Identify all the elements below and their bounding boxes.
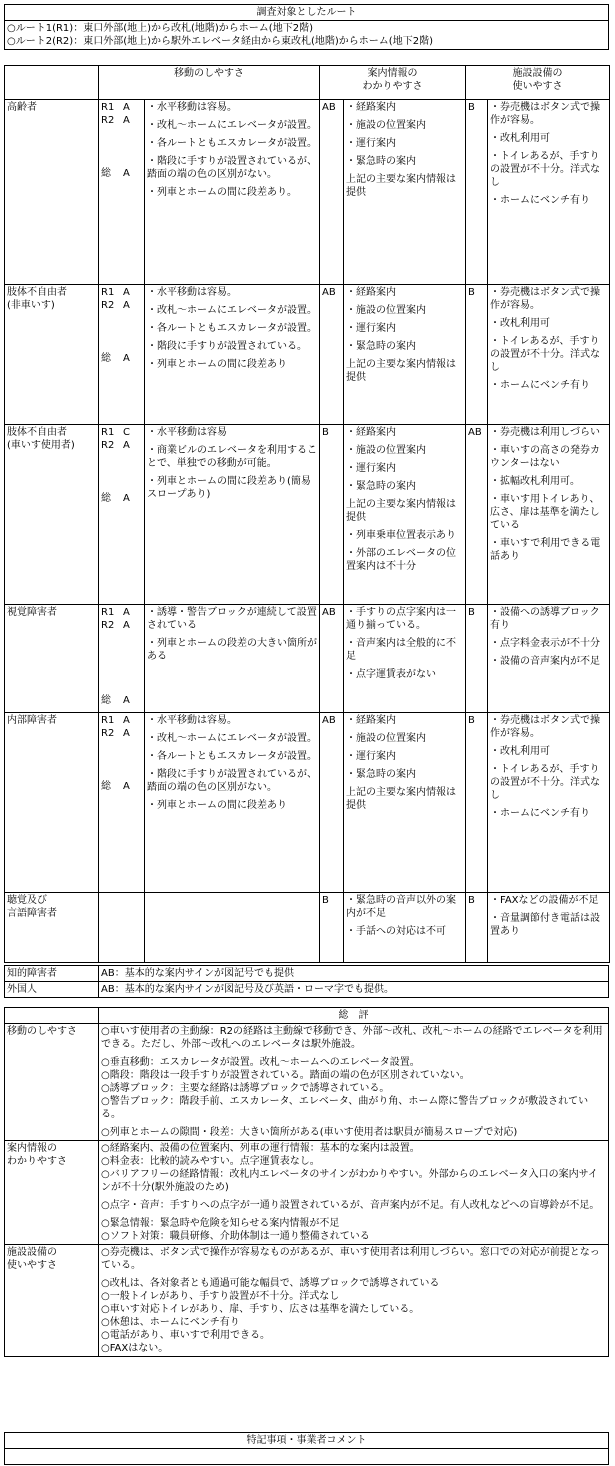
- mobility-notes: [145, 285, 320, 425]
- info-item: ・緊急時の案内: [346, 156, 416, 167]
- facility-notes: [488, 100, 610, 285]
- rating-route: R1: [101, 607, 115, 618]
- target-name: 聴覚及び: [7, 895, 47, 906]
- facility-item: ・設備の音声案内が不足: [490, 656, 600, 667]
- target-name: 視覚障害者: [7, 607, 57, 618]
- facility-item: ・トイレあるが、手すりの設置が不十分。洋式なし: [490, 764, 600, 801]
- info-grade: AB: [320, 100, 344, 285]
- route-2: ○ルート2(R2)：東口外部(地上)から駅外エレベータ経由から東改札(地階)からホーム(地下2階): [7, 36, 433, 47]
- mobility-notes: [145, 425, 320, 605]
- target-category: [5, 713, 99, 893]
- rating-route: R1: [101, 715, 115, 726]
- evaluation-item: ○料金表：比較的読みやすい。点字運賃表なし。: [101, 1156, 320, 1167]
- rating-grade: A: [123, 102, 130, 113]
- evaluation-label-line: 案内情報の: [7, 1143, 57, 1154]
- info-item: ・緊急時の音声以外の案内が不足: [346, 895, 456, 919]
- mobility-item: ・商業ビルのエレベータを利用することで、単独での移動が可能。: [147, 445, 317, 469]
- info-item: 上記の主要な案内情報は提供: [346, 174, 456, 198]
- facility-notes: [488, 605, 610, 713]
- rating-grade: A: [123, 115, 130, 126]
- mobility-item: ・水平移動は容易: [147, 427, 227, 438]
- rating-route: 総: [101, 353, 111, 364]
- info-item: ・外部のエレベータの位置案内は不十分: [346, 548, 456, 572]
- facility-item: ・券売機はボタン式で操作が容易。: [490, 715, 600, 739]
- facility-item: ・トイレあるが、手すりの設置が不十分。洋式なし: [490, 336, 600, 373]
- evaluation-item: ○一般トイレがあり、手すり設置が不十分。洋式なし: [101, 1291, 340, 1302]
- mobility-item: ・列車とホームの間に段差あり(簡易スロープあり): [147, 476, 311, 500]
- col-mobility: 移動のしやすさ: [99, 66, 320, 100]
- rating-line: [101, 727, 142, 740]
- facility-item: ・車いす用トイレあり、広さ、扉は基準を満たしている: [490, 494, 600, 531]
- info-item: ・経路案内: [346, 287, 396, 298]
- rating-route: 総: [101, 781, 111, 792]
- mobility-item: ・改札～ホームにエレベータが設置。: [147, 120, 317, 131]
- route-ratings: [99, 100, 145, 285]
- rating-route: 総: [101, 168, 111, 179]
- target-category: [5, 893, 99, 963]
- evaluation-item: ○車いす対応トイレがあり、扉、手すり、広さは基準を満たしている。: [101, 1304, 420, 1315]
- info-item: ・運行案内: [346, 138, 396, 149]
- extra-target-text: AB：基本的な案内サインが図記号でも提供: [99, 966, 609, 982]
- notes-title: 特記事項・事業者コメント: [5, 1433, 609, 1449]
- target-category: [5, 425, 99, 605]
- info-item: ・手話への対応は不可: [346, 926, 446, 937]
- facility-item: ・点字料金表示が不十分: [490, 638, 600, 649]
- info-notes: [344, 100, 466, 285]
- evaluation-items: [99, 1141, 609, 1245]
- mobility-notes: [145, 713, 320, 893]
- facility-item: ・ホームにベンチ有り: [490, 380, 590, 391]
- info-item: ・施設の位置案内: [346, 733, 426, 744]
- info-item: 上記の主要な案内情報は提供: [346, 499, 456, 523]
- mobility-item: ・階段に手すりが設置されているが、踏面の端の色の区別がない。: [147, 156, 317, 180]
- rating-route: R2: [101, 115, 115, 126]
- target-name: 肢体不自由者: [7, 287, 67, 298]
- rating-line: [101, 299, 142, 312]
- rating-route: R2: [101, 440, 115, 451]
- evaluation-item: ○券売機は、ボタン式で操作が容易なものがあるが、車いす使用者は利用しづらい。窓口での対応が前提となっている。: [101, 1247, 600, 1271]
- evaluation-item: ○点字・音声：手すりへの点字が一通り設置されているが、音声案内が不足。有人改札などへの盲導鈴が不足。: [101, 1200, 600, 1211]
- evaluation-item: ○改札は、各対象者とも通過可能な幅員で、誘導ブロックで誘導されている: [101, 1278, 440, 1289]
- facility-notes: [488, 425, 610, 605]
- assessment-row: [5, 425, 610, 605]
- facility-item: ・車いすの高さの発券カウンターはない: [490, 445, 600, 469]
- evaluation-item: ○垂直移動：エスカレータが設置。改札～ホームへのエレベータ設置。: [101, 1057, 420, 1068]
- facility-item: ・車いすで利用できる電話あり: [490, 538, 601, 562]
- info-item: ・手すりの点字案内は一通り揃っている。: [346, 607, 456, 631]
- evaluation-item: ○休憩は、ホームにベンチ有り: [101, 1317, 240, 1328]
- facility-item: ・ホームにベンチ有り: [490, 808, 590, 819]
- evaluation-item: ○誘導ブロック：主要な経路は誘導ブロックで誘導されている。: [101, 1083, 390, 1094]
- evaluation-label-line: 使いやすさ: [7, 1260, 57, 1271]
- facility-item: ・拡幅改札利用可。: [490, 476, 580, 487]
- evaluation-section: [5, 1024, 609, 1141]
- info-item: ・施設の位置案内: [346, 305, 426, 316]
- evaluation-section: [5, 1141, 609, 1245]
- info-item: ・音声案内は全般的に不足: [346, 638, 456, 662]
- assessment-row: [5, 285, 610, 425]
- facility-item: ・券売機はボタン式で操作が容易。: [490, 287, 600, 311]
- evaluation-section: [5, 1245, 609, 1357]
- extra-target-row: [5, 982, 609, 998]
- info-item: ・施設の位置案内: [346, 445, 426, 456]
- evaluation-item: ○列車とホームの隙間・段差：大きい箇所がある(車いす使用者は駅員が簡易スロープで対応): [101, 1127, 518, 1138]
- target-name: 高齢者: [7, 102, 37, 113]
- target-subname: 言語障害者: [7, 908, 57, 919]
- facility-item: ・FAXなどの設備が不足: [490, 895, 599, 906]
- evaluation-item: ○ソフト対策：職員研修、介助体制は一通り整備されている: [101, 1231, 370, 1242]
- info-notes: [344, 285, 466, 425]
- route-ratings: [99, 425, 145, 605]
- extra-target-row: [5, 966, 609, 982]
- rating-grade: A: [123, 353, 130, 364]
- target-category: [5, 100, 99, 285]
- target-subname: (非車いす): [7, 300, 55, 311]
- mobility-item: ・各ルートともエスカレータが設置。: [147, 751, 317, 762]
- notes-body: [5, 1449, 609, 1465]
- info-grade: B: [320, 425, 344, 605]
- info-item: ・運行案内: [346, 463, 396, 474]
- routes-table: [4, 4, 609, 50]
- evaluation-label: [5, 1141, 99, 1245]
- facility-item: ・券売機は利用しづらい: [490, 427, 600, 438]
- mobility-item: ・列車とホームの間に段差あり。: [147, 187, 297, 198]
- target-subname: (車いす使用者): [7, 440, 75, 451]
- rating-grade: A: [123, 695, 130, 706]
- facility-item: ・トイレあるが、手すりの設置が不十分。洋式なし: [490, 151, 600, 188]
- rating-grade: A: [123, 440, 130, 451]
- route-ratings: [99, 605, 145, 713]
- facility-item: ・ホームにベンチ有り: [490, 195, 590, 206]
- rating-grade: A: [123, 728, 130, 739]
- evaluation-item: ○FAXはない。: [101, 1343, 169, 1354]
- rating-grade: A: [123, 620, 130, 631]
- rating-line: [101, 352, 142, 365]
- rating-grade: A: [123, 287, 130, 298]
- rating-grade: C: [123, 427, 130, 438]
- evaluation-item: ○バリアフリーの経路情報：改札内エレベータのサインがわかりやすい。外部からのエレベータ入口の案内サインが不十分(駅外施設のため): [101, 1169, 598, 1193]
- info-notes: [344, 605, 466, 713]
- evaluation-label-line: わかりやすさ: [7, 1156, 67, 1167]
- info-item: ・列車乗車位置表示あり: [346, 530, 456, 541]
- extra-targets-table: [4, 965, 609, 998]
- rating-route: R2: [101, 728, 115, 739]
- route-ratings: [99, 713, 145, 893]
- rating-line: [101, 780, 142, 793]
- rating-route: 総: [101, 493, 111, 504]
- rating-line: [101, 714, 142, 727]
- target-name: 肢体不自由者: [7, 427, 67, 438]
- info-item: ・経路案内: [346, 715, 396, 726]
- routes-list: [5, 21, 609, 50]
- mobility-item: ・各ルートともエスカレータが設置。: [147, 323, 317, 334]
- rating-line: [101, 167, 142, 180]
- info-notes: [344, 893, 466, 963]
- facility-notes: [488, 893, 610, 963]
- extra-target-label: 外国人: [5, 982, 99, 998]
- evaluation-label: [5, 1245, 99, 1357]
- rating-line: [101, 694, 142, 707]
- evaluation-label-line: 移動のしやすさ: [7, 1026, 77, 1037]
- assessment-table: [4, 65, 610, 963]
- mobility-item: ・改札～ホームにエレベータが設置。: [147, 733, 317, 744]
- info-item: ・緊急時の案内: [346, 769, 416, 780]
- rating-route: R1: [101, 287, 115, 298]
- facility-item: ・設備への誘導ブロック有り: [490, 607, 600, 631]
- assessment-row: [5, 713, 610, 893]
- mobility-item: ・誘導・警告ブロックが連続して設置されている: [147, 607, 317, 631]
- rating-route: R2: [101, 300, 115, 311]
- info-notes: [344, 425, 466, 605]
- extra-target-text: AB：基本的な案内サインが図記号及び英語・ローマ字でも提供。: [99, 982, 609, 998]
- rating-line: [101, 619, 142, 632]
- rating-grade: A: [123, 493, 130, 504]
- facility-item: ・改札利用可: [490, 746, 550, 757]
- facility-item: ・音量調節付き電話は設置あり: [490, 913, 600, 937]
- mobility-item: ・列車とホームの間に段差あり: [147, 800, 287, 811]
- route-1: ○ルート1(R1)：東口外部(地上)から改札(地階)からホーム(地下2階): [7, 23, 313, 34]
- evaluation-title: 総 評: [99, 1008, 609, 1024]
- facility-item: ・券売機はボタン式で操作が容易。: [490, 102, 600, 126]
- info-item: ・運行案内: [346, 323, 396, 334]
- evaluation-label: [5, 1024, 99, 1141]
- mobility-item: ・水平移動は容易。: [147, 715, 237, 726]
- mobility-notes: [145, 893, 320, 963]
- evaluation-label-line: 施設設備の: [7, 1247, 57, 1258]
- info-item: ・点字運賃表がない: [346, 669, 436, 680]
- mobility-item: ・階段に手すりが設置されている。: [147, 341, 307, 352]
- routes-title: 調査対象としたルート: [5, 5, 609, 21]
- info-item: 上記の主要な案内情報は提供: [346, 359, 456, 383]
- info-item: 上記の主要な案内情報は提供: [346, 787, 456, 811]
- info-item: ・運行案内: [346, 751, 396, 762]
- col-facility: 施設設備の 使いやすさ: [466, 66, 610, 100]
- evaluation-item: ○経路案内、設備の位置案内、列車の運行情報：基本的な案内は設置。: [101, 1143, 420, 1154]
- extra-target-label: 知的障害者: [5, 966, 99, 982]
- evaluation-item: ○階段：階段は一段手すりが設置されている。踏面の端の色が区別されていない。: [101, 1070, 470, 1081]
- info-grade: AB: [320, 713, 344, 893]
- rating-line: [101, 492, 142, 505]
- mobility-notes: [145, 100, 320, 285]
- facility-grade: AB: [466, 425, 488, 605]
- rating-line: [101, 439, 142, 452]
- facility-grade: B: [466, 713, 488, 893]
- mobility-item: ・列車とホームの間に段差あり: [147, 359, 287, 370]
- rating-route: R2: [101, 620, 115, 631]
- rating-grade: A: [123, 300, 130, 311]
- facility-grade: B: [466, 893, 488, 963]
- rating-line: [101, 114, 142, 127]
- evaluation-items: [99, 1245, 609, 1357]
- assessment-row: [5, 605, 610, 713]
- col-info: 案内情報の わかりやすさ: [320, 66, 466, 100]
- rating-grade: A: [123, 607, 130, 618]
- rating-route: 総: [101, 695, 111, 706]
- info-item: ・経路案内: [346, 102, 396, 113]
- evaluation-item: ○電話があり、車いすで利用できる。: [101, 1330, 271, 1341]
- info-grade: AB: [320, 605, 344, 713]
- rating-line: [101, 101, 142, 114]
- target-name: 内部障害者: [7, 715, 57, 726]
- evaluation-items: [99, 1024, 609, 1141]
- evaluation-item: ○緊急情報：緊急時や危険を知らせる案内情報が不足: [101, 1218, 340, 1229]
- info-item: ・緊急時の案内: [346, 341, 416, 352]
- mobility-item: ・列車とホームの段差の大きい箇所がある: [147, 638, 317, 662]
- facility-grade: B: [466, 605, 488, 713]
- mobility-item: ・各ルートともエスカレータが設置。: [147, 138, 317, 149]
- evaluation-item: ○車いす使用者の主動線：R2の経路は主動線で移動でき、外部～改札、改札～ホームの経路でエレベータを利用できる。ただし、外部～改札へのエレベータは駅外施設。: [101, 1026, 603, 1050]
- rating-route: R1: [101, 427, 115, 438]
- route-ratings: [99, 285, 145, 425]
- assessment-row: [5, 893, 610, 963]
- mobility-item: ・水平移動は容易。: [147, 102, 237, 113]
- evaluation-table: [4, 1007, 609, 1357]
- rating-grade: A: [123, 715, 130, 726]
- rating-route: R1: [101, 102, 115, 113]
- rating-line: [101, 606, 142, 619]
- mobility-notes: [145, 605, 320, 713]
- route-ratings: [99, 893, 145, 963]
- info-item: ・施設の位置案内: [346, 120, 426, 131]
- facility-notes: [488, 713, 610, 893]
- assessment-row: [5, 100, 610, 285]
- facility-item: ・改札利用可: [490, 318, 550, 329]
- info-item: ・緊急時の案内: [346, 481, 416, 492]
- info-grade: AB: [320, 285, 344, 425]
- info-grade: B: [320, 893, 344, 963]
- mobility-item: ・階段に手すりが設置されているが、踏面の端の色の区別がない。: [147, 769, 317, 793]
- target-category: [5, 605, 99, 713]
- rating-line: [101, 426, 142, 439]
- facility-item: ・改札利用可: [490, 133, 550, 144]
- rating-line: [101, 286, 142, 299]
- facility-grade: B: [466, 285, 488, 425]
- facility-notes: [488, 285, 610, 425]
- rating-grade: A: [123, 781, 130, 792]
- info-item: ・経路案内: [346, 427, 396, 438]
- facility-grade: B: [466, 100, 488, 285]
- mobility-item: ・改札～ホームにエレベータが設置。: [147, 305, 317, 316]
- info-notes: [344, 713, 466, 893]
- notes-table: [4, 1432, 609, 1465]
- target-category: [5, 285, 99, 425]
- mobility-item: ・水平移動は容易。: [147, 287, 237, 298]
- rating-grade: A: [123, 168, 130, 179]
- evaluation-item: ○警告ブロック：階段手前、エスカレータ、エレベータ、曲がり角、ホーム際に警告ブロックが敷設されている。: [101, 1096, 589, 1120]
